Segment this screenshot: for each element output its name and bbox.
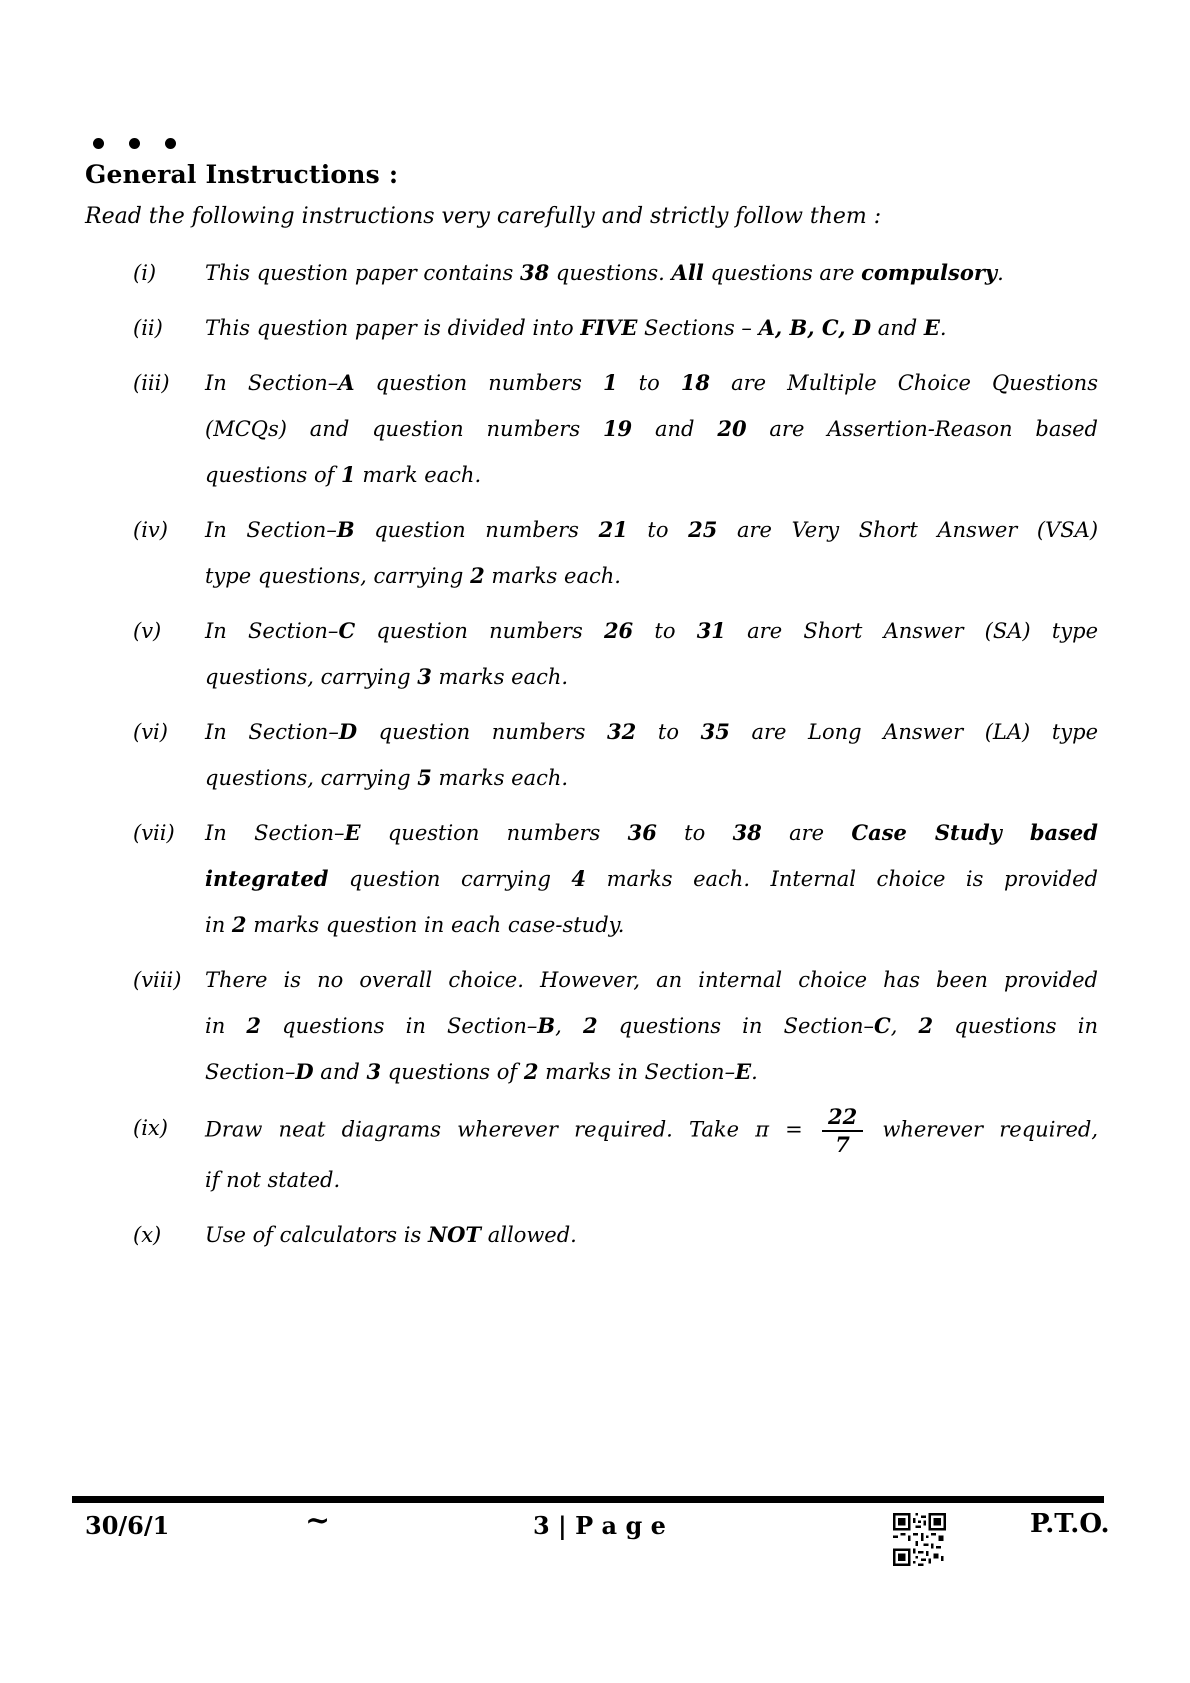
instruction-item [133,957,1098,1095]
text-segment: are [761,821,852,845]
text-segment: Section– [205,1060,296,1084]
bold-text-segment: E [735,1059,752,1084]
intro-line: Read the following instructions very carefully and strictly follow them : [85,204,882,229]
bold-text-segment: 2 [918,1013,934,1038]
text-segment: question numbers [354,371,603,395]
instruction-line [205,1049,1098,1095]
text-segment: , [890,1014,919,1038]
text-segment: Sections – [637,316,759,340]
bold-text-segment: compulsory [861,260,998,285]
instruction-item [133,305,1098,351]
text-segment: question numbers [357,720,608,744]
instruction-text [205,1212,1098,1258]
text-segment: question numbers [354,518,599,542]
paper-code: 30/6/1 [85,1511,170,1540]
bold-text-segment: 38 [732,820,762,845]
instruction-number: (iv) [133,518,168,542]
text-segment: to [627,518,689,542]
text-segment: question carrying [328,867,572,891]
text-segment: to [636,720,701,744]
text-segment: In Section– [205,371,339,395]
instruction-number: (iii) [133,371,170,395]
instruction-line [205,654,1098,700]
text-segment: questions in [933,1014,1098,1038]
bold-text-segment: D [295,1059,314,1084]
bold-text-segment: A, B, C, D [758,315,872,340]
bold-text-segment: 19 [602,416,633,441]
text-segment: questions in Section– [597,1014,874,1038]
bold-text-segment: D [338,719,358,744]
text-segment: There is no overall choice. However, an internal choice has been provided [205,968,1098,992]
text-segment: questions, carrying [205,665,418,689]
bold-text-segment: C [338,618,356,643]
text-segment: . [997,261,1004,285]
bold-text-segment: NOT [427,1222,482,1248]
instruction-text [205,360,1098,498]
text-segment: are Very Short Answer (VSA) [717,518,1099,542]
text-segment: to [633,619,697,643]
bold-text-segment: 38 [520,260,550,285]
instruction-line [205,608,1098,654]
instruction-item [133,608,1098,700]
instruction-text [205,957,1098,1095]
qr-code-icon [893,1513,946,1566]
text-segment: type questions, carrying [205,564,471,588]
text-segment: and [871,316,924,340]
bold-text-segment: 1 [602,370,618,395]
bold-text-segment: 3 [417,664,432,689]
instruction-line [205,1105,1098,1157]
bold-text-segment: 20 [717,416,747,441]
text-segment: In Section– [205,619,339,643]
text-segment: questions of [381,1060,524,1084]
instruction-text [205,305,1098,351]
text-segment: marks each. [431,665,569,689]
text-segment: to [617,371,681,395]
bold-text-segment: 21 [598,517,628,542]
text-segment: questions. [549,261,672,285]
text-segment: if not stated. [205,1168,341,1193]
text-segment: are Long Answer (LA) type [729,720,1099,744]
text-segment: questions of [205,463,342,487]
text-segment: This question paper is divided into [205,316,581,340]
instruction-text [205,709,1098,801]
instruction-item [133,507,1098,599]
bold-text-segment: C [873,1013,891,1038]
instruction-line [205,360,1098,406]
instruction-line [205,1157,1098,1203]
bold-text-segment: 2 [582,1013,598,1038]
bold-text-segment: 4 [571,866,587,891]
instruction-line [205,755,1098,801]
instructions-list [133,250,1098,1267]
text-segment: are Short Answer (SA) type [725,619,1099,643]
instruction-line [205,250,1098,296]
text-segment: marks each. Internal choice is provided [586,867,1098,891]
text-segment: Draw neat diagrams wherever required. Take π = [205,1117,819,1142]
bold-text-segment: 25 [688,517,718,542]
text-segment: question numbers [360,821,628,845]
bold-text-segment: 2 [523,1059,539,1084]
instruction-number: (viii) [133,968,182,992]
instruction-text [205,250,1098,296]
tilde-mark: ~ [305,1503,331,1538]
pto-label: P.T.O. [1030,1509,1110,1539]
instruction-line [205,902,1098,948]
instruction-line [205,553,1098,599]
instruction-line [205,1003,1098,1049]
bold-text-segment: All [671,260,704,285]
instruction-line [205,1212,1098,1258]
instruction-line [205,856,1098,902]
text-segment: in [205,1014,247,1038]
instruction-text [205,507,1098,599]
instruction-item [133,360,1098,498]
bold-text-segment: E [923,315,940,340]
bold-text-segment: 26 [603,618,634,643]
instruction-text [205,810,1098,948]
bold-text-segment: 18 [680,370,711,395]
bullet-dot [129,138,140,149]
text-segment: In Section– [205,518,337,542]
text-segment: to [656,821,733,845]
bold-text-segment: integrated [205,866,329,891]
bold-text-segment: 36 [627,820,657,845]
bullet-dot [93,138,104,149]
instruction-number: (ix) [133,1116,168,1140]
instruction-text [205,608,1098,700]
instruction-line [205,305,1098,351]
text-segment: . [751,1060,758,1084]
instruction-line [205,507,1098,553]
instruction-line [205,452,1098,498]
bold-text-segment: FIVE [580,315,638,340]
text-segment: are Multiple Choice Questions [710,371,1098,395]
text-segment: wherever required, [866,1117,1098,1142]
bold-text-segment: 1 [341,462,356,487]
instruction-line [205,709,1098,755]
text-segment: questions in Section– [261,1014,538,1038]
fraction-denominator: 7 [835,1132,850,1158]
bold-text-segment: 31 [696,618,726,643]
text-segment: marks each. [484,564,621,588]
bold-text-segment: E [344,820,361,845]
instruction-number: (vi) [133,720,168,744]
text-segment: questions, carrying [205,766,418,790]
instruction-number: (v) [133,619,162,643]
instruction-number: (x) [133,1223,162,1248]
instruction-item [133,1105,1098,1203]
bold-text-segment: 2 [231,912,247,937]
bold-text-segment: 2 [470,563,485,588]
instruction-item [133,709,1098,801]
instruction-text [205,1105,1098,1203]
bold-text-segment: B [336,517,355,542]
text-segment: allowed. [481,1223,577,1248]
bullet-dots [93,138,176,149]
text-segment: mark each. [355,463,482,487]
bold-text-segment: 2 [246,1013,262,1038]
bold-text-segment: A [338,370,355,395]
bold-text-segment: B [537,1013,556,1038]
text-segment: and [313,1060,367,1084]
page-title: General Instructions : [85,160,399,189]
text-segment: This question paper contains [205,261,520,285]
instruction-number: (ii) [133,316,163,340]
instruction-line [205,810,1098,856]
instruction-line [205,957,1098,1003]
text-segment: In Section– [205,720,339,744]
bold-text-segment: 35 [700,719,730,744]
text-segment: questions are [703,261,862,285]
fraction [819,1105,866,1157]
footer-rule [72,1496,1104,1503]
instruction-line [205,406,1098,452]
instruction-number: (vii) [133,821,175,845]
bold-text-segment: 3 [366,1059,382,1084]
fraction-numerator: 22 [822,1105,863,1132]
bold-text-segment: 5 [417,765,432,790]
bold-text-segment: 32 [607,719,637,744]
text-segment: in [205,913,232,937]
instruction-item [133,810,1098,948]
text-segment: question numbers [355,619,604,643]
page-number-label: 3 | P a g e [533,1511,666,1540]
bullet-dot [165,138,176,149]
instruction-item [133,1212,1098,1258]
instruction-number: (i) [133,261,157,285]
text-segment: Use of calculators is [205,1223,428,1248]
bold-text-segment: Case Study based [851,820,1098,845]
instruction-item [133,250,1098,296]
text-segment: In Section– [205,821,345,845]
text-segment: marks question in each case-study. [246,913,625,937]
text-segment: and [632,417,718,441]
text-segment: marks each. [431,766,569,790]
text-segment: (MCQs) and question numbers [205,417,603,441]
text-segment: are Assertion-Reason based [746,417,1098,441]
text-segment: marks in Section– [538,1060,736,1084]
text-segment: . [939,316,947,340]
text-segment: , [555,1014,583,1038]
